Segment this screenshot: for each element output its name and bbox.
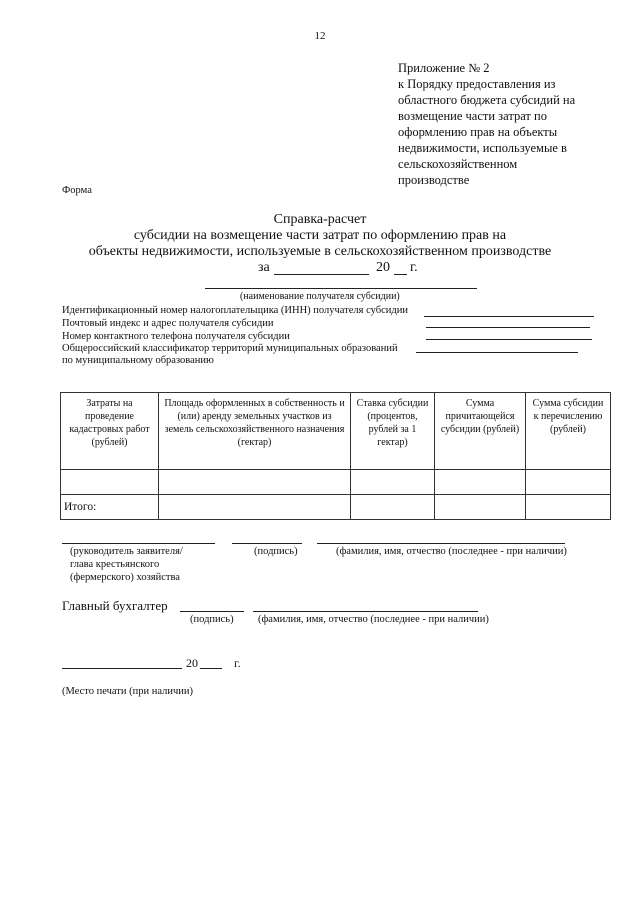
table-cell[interactable] (435, 495, 526, 520)
subsidy-table (60, 392, 611, 520)
appendix-line: областного бюджета субсидий на (398, 93, 576, 107)
document-subtitle-line: объекты недвижимости, используемые в сельскохозяйственном производстве (88, 244, 552, 259)
head-fio-caption: (фамилия, имя, отчество (последнее - при наличии) (336, 546, 567, 557)
table-cell[interactable] (526, 470, 611, 495)
period-field[interactable] (274, 274, 369, 275)
address-label: Почтовый индекс и адрес получателя субсидии (62, 318, 274, 329)
document-subtitle-line: субсидии на возмещение части затрат по оформлению прав на (133, 228, 507, 243)
address-field[interactable] (426, 327, 590, 328)
table-cell[interactable] (351, 470, 435, 495)
head-caption-line: глава крестьянского (70, 559, 160, 570)
head-caption-line: (руководитель заявителя/ (70, 546, 183, 557)
head-position-field[interactable] (62, 543, 215, 544)
stamp-caption: (Место печати (при наличии) (62, 686, 193, 697)
table-cell[interactable] (159, 470, 351, 495)
accountant-fio-caption: (фамилия, имя, отчество (последнее - при наличии) (258, 614, 489, 625)
date-suffix: г. (410, 260, 418, 275)
table-cell[interactable] (159, 495, 351, 520)
appendix-reference (398, 60, 628, 188)
document-title: Справка-расчет (273, 212, 367, 227)
date-day-month-field[interactable] (62, 668, 182, 669)
signature-year-field[interactable] (200, 668, 222, 669)
appendix-line: возмещение части затрат по (398, 109, 547, 123)
recipient-name-field[interactable] (205, 288, 477, 289)
recipient-name-caption: (наименование получателя субсидии) (240, 291, 400, 302)
column-header-subsidy-due: Сумма причитающейся субсидии (рублей) (435, 393, 526, 470)
head-signature-caption: (подпись) (254, 546, 298, 557)
appendix-line: к Порядку предоставления из (398, 77, 556, 91)
date-prefix: за (258, 260, 270, 275)
oktmo-label: Общероссийский классификатор территорий муниципальных образований (62, 343, 398, 354)
column-header-cadastral-costs: Затраты на проведение кадастровых работ (рублей) (61, 393, 159, 470)
appendix-line: оформлению прав на объекты (398, 125, 558, 139)
appendix-line: производстве (398, 173, 470, 187)
column-header-subsidy-rate: Ставка субсидии (процентов, рублей за 1 гектар) (351, 393, 435, 470)
head-signature-field[interactable] (232, 543, 302, 544)
appendix-line: сельскохозяйственном (398, 157, 518, 171)
oktmo-field[interactable] (416, 352, 578, 353)
table-header-row (61, 393, 611, 470)
phone-label: Номер контактного телефона получателя субсидии (62, 331, 290, 342)
signature-date-suffix: г. (234, 656, 241, 670)
phone-field[interactable] (426, 339, 592, 340)
head-caption-line: (фермерского) хозяйства (70, 572, 180, 583)
inn-label: Идентификационный номер налогоплательщика (ИНН) получателя субсидии (62, 305, 408, 316)
appendix-line: Приложение № 2 (398, 61, 490, 75)
table-total-row (61, 495, 611, 520)
accountant-signature-caption: (подпись) (190, 614, 234, 625)
accountant-fio-field[interactable] (253, 611, 478, 612)
table-cell[interactable] (526, 495, 611, 520)
column-header-subsidy-transfer: Сумма субсидии к перечислению (рублей) (526, 393, 611, 470)
column-header-land-area: Площадь оформленных в собственность и (или) аренду земельных участков из земель сельскохозяйственного назначения (гектар) (159, 393, 351, 470)
table-cell[interactable] (351, 495, 435, 520)
page-number: 12 (314, 30, 326, 42)
table-cell[interactable] (61, 470, 159, 495)
year-field[interactable] (394, 274, 407, 275)
total-label: Итого: (61, 495, 159, 520)
chief-accountant-title: Главный бухгалтер (62, 598, 168, 613)
head-fio-field[interactable] (317, 543, 565, 544)
form-label: Форма (62, 185, 92, 196)
appendix-line: недвижимости, используемые в (398, 141, 567, 155)
oktmo-label-continued: по муниципальному образованию (62, 355, 214, 366)
date-year: 20 (376, 260, 390, 275)
inn-field[interactable] (424, 316, 594, 317)
table-row (61, 470, 611, 495)
signature-date-year: 20 (186, 656, 198, 670)
accountant-signature-field[interactable] (180, 611, 244, 612)
table-cell[interactable] (435, 470, 526, 495)
